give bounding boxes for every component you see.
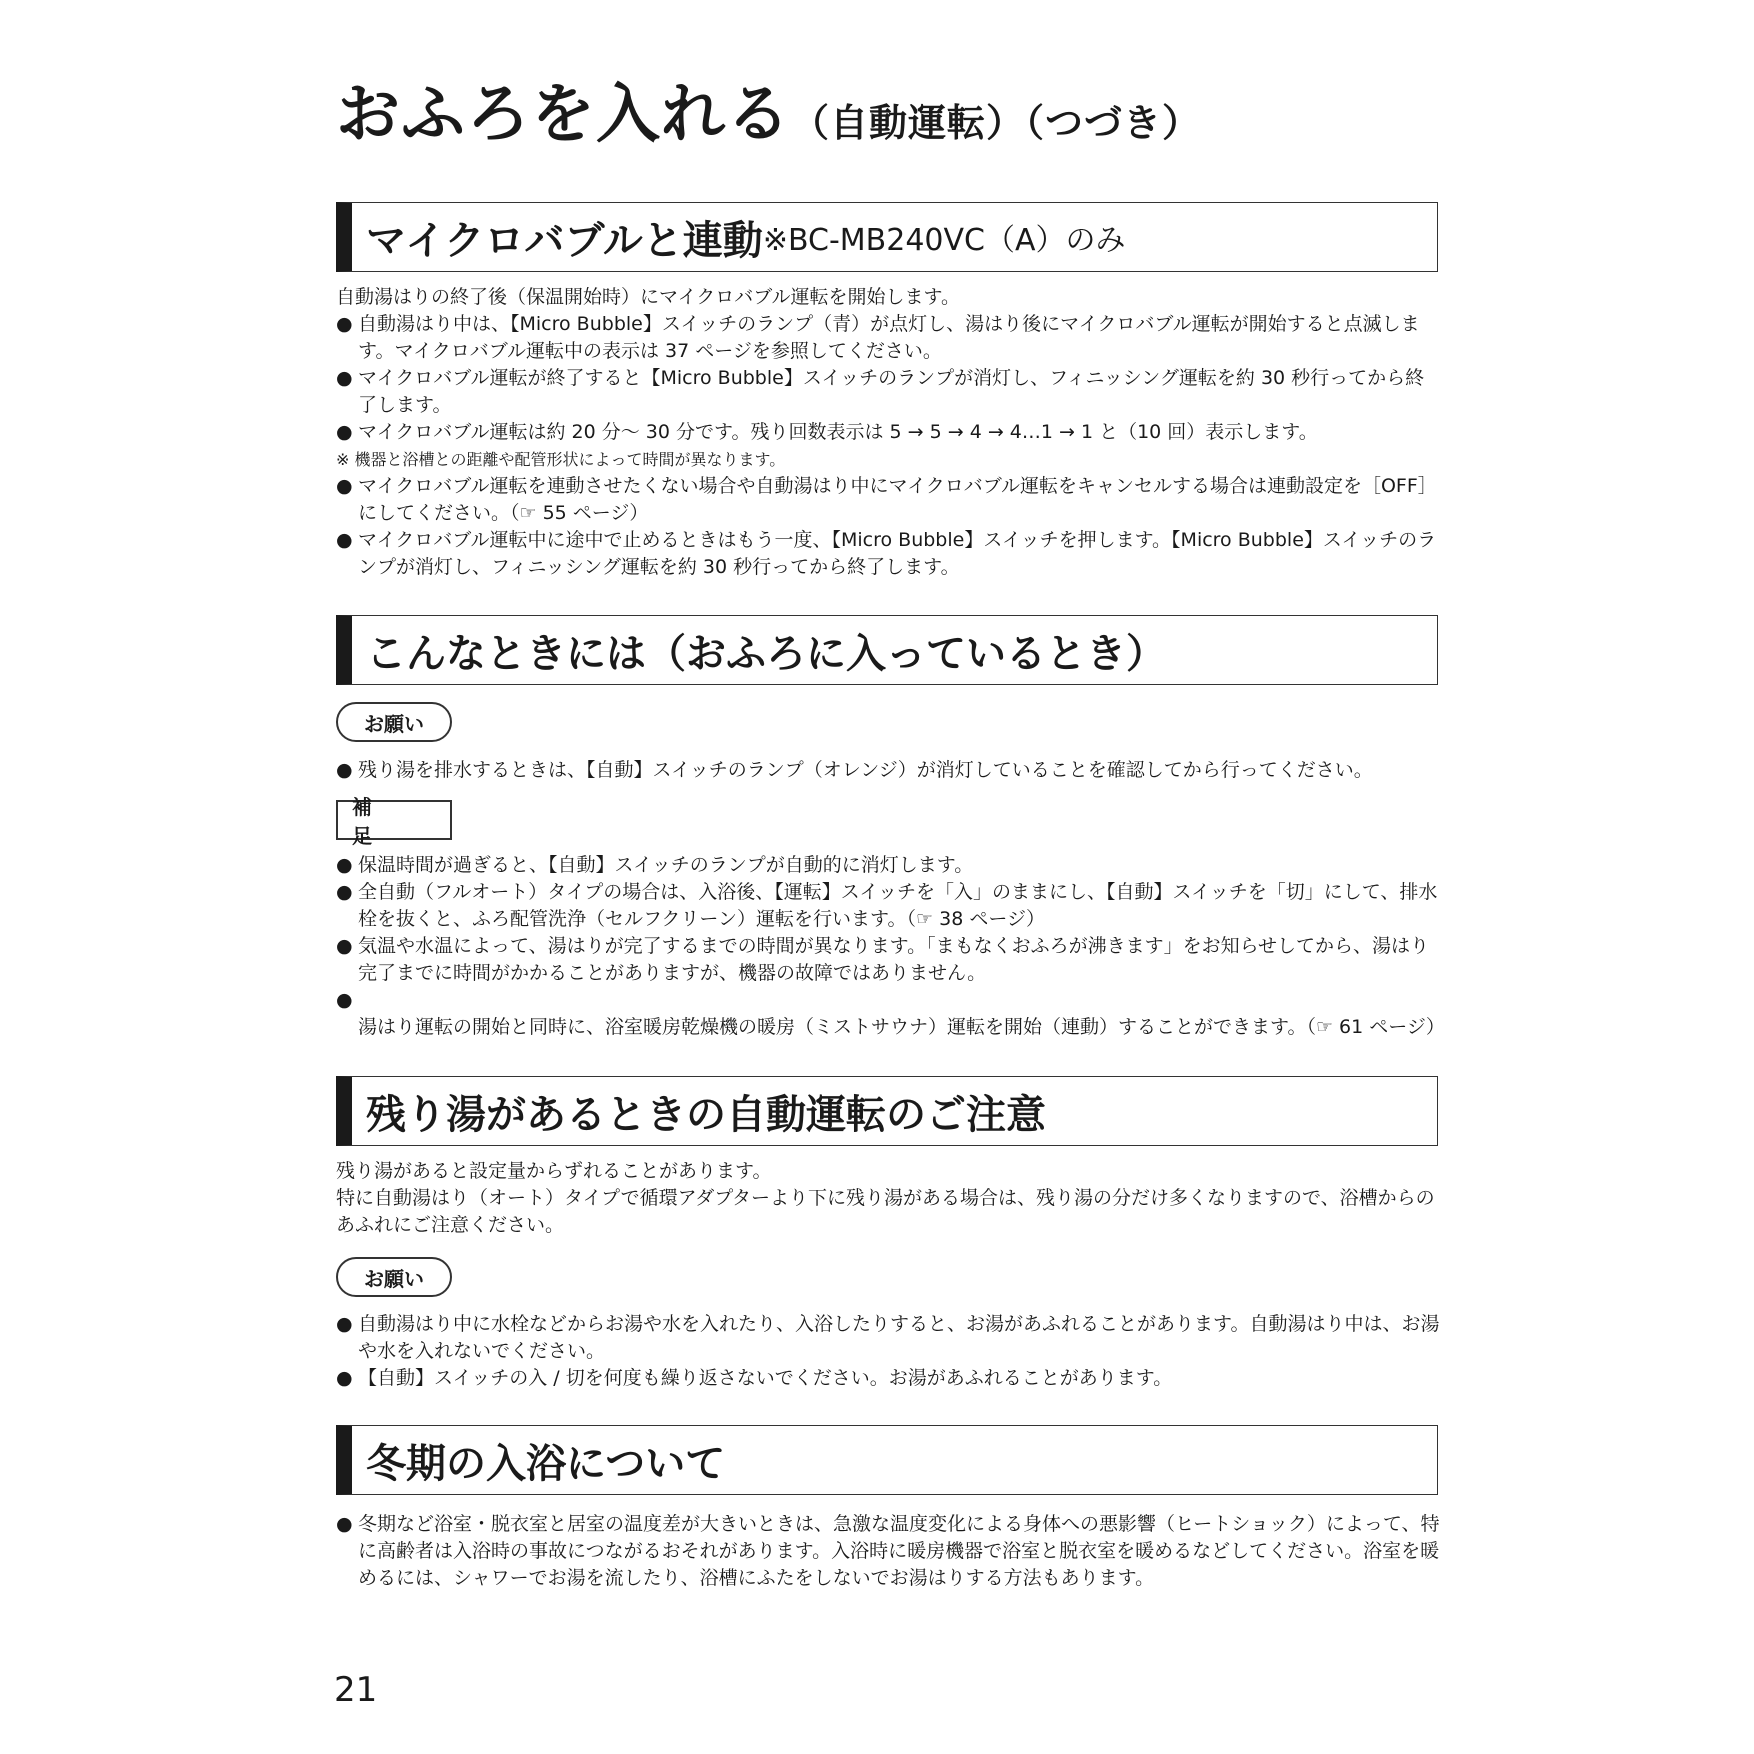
- section-heading-note: ※BC-MB240VC（A）のみ: [762, 223, 1126, 258]
- bullet-icon: ●: [336, 313, 353, 335]
- list-item: ● 自動湯はり中は、【Micro Bubble】スイッチのランプ（青）が点灯し、湯はり後にマイクロバブル運転が開始すると点滅します。マイクロバブル運転中の表示は 37 ページを参照してください。: [336, 313, 1420, 362]
- intro-text: 自動湯はりの終了後（保温開始時）にマイクロバブル運転を開始します。: [336, 286, 960, 308]
- bullet-icon: ●: [336, 421, 353, 443]
- bullet-icon: ●: [336, 989, 353, 1011]
- section-body-winter: [336, 1511, 1440, 1592]
- bullet-icon: ●: [336, 759, 353, 781]
- section-body-remaining-water-request: [336, 1311, 1440, 1392]
- section-heading-text: 冬期の入浴について: [366, 1440, 726, 1487]
- page-title: [336, 80, 1201, 150]
- bullet-icon: ●: [336, 367, 353, 389]
- list-item: ● 保温時間が過ぎると、【自動】スイッチのランプが自動的に消灯します。: [336, 852, 1440, 879]
- list-item: ● 冬期など浴室・脱衣室と居室の温度差が大きいときは、急激な温度変化による身体への悪影響（ヒートショック）によって、特に高齢者は入浴時の事故につながるおそれがあります。入浴時に暖房機器で浴室と脱衣室を暖めるなどしてください。浴室を暖めるには、シャワーでお湯を流したり、浴槽にふたをしないでお湯はりする方法もあります。: [336, 1513, 1440, 1589]
- list-item: ● マイクロバブル運転は約 20 分～ 30 分です。残り回数表示は 5 → 5 → 4 → 4…1 → 1 と（10 回）表示します。: [336, 419, 1440, 446]
- section-heading-text: 残り湯があるときの自動運転のご注意: [366, 1091, 1046, 1138]
- bullet-icon: ●: [336, 1367, 353, 1389]
- hosoku-label: 補 足: [336, 800, 452, 840]
- section-body-bathing-supplement: [336, 852, 1445, 1041]
- bullet-icon: ●: [336, 1313, 353, 1335]
- section-heading-text: こんなときには（おふろに入っているとき）: [366, 630, 1166, 677]
- list-item: ● 全自動（フルオート）タイプの場合は、入浴後、【運転】スイッチを「入」のままにし、【自動】スイッチを「切」にして、排水栓を抜くと、ふろ配管洗浄（セルフクリーン）運転を行います。（☞ 38 ページ）: [336, 881, 1438, 930]
- bullet-icon: ●: [336, 935, 353, 957]
- page-number: 21: [334, 1670, 378, 1710]
- bullet-icon: ●: [336, 881, 353, 903]
- section-heading-remaining-water: [336, 1076, 1438, 1146]
- onegai-label: お願い: [336, 1257, 452, 1297]
- bullet-icon: ●: [336, 475, 353, 497]
- bullet-icon: ●: [336, 529, 353, 551]
- intro-text: 特に自動湯はり（オート）タイプで循環アダプターより下に残り湯がある場合は、残り湯の分だけ多くなりますので、浴槽からのあふれにご注意ください。: [336, 1187, 1435, 1236]
- list-item: ● マイクロバブル運転中に途中で止めるときはもう一度、【Micro Bubble】スイッチを押します。【Micro Bubble】スイッチのランプが消灯し、フィニッシング運転を約 30 秒行ってから終了します。: [336, 529, 1437, 578]
- section-heading-bathing: [336, 615, 1438, 685]
- section-heading-winter: [336, 1425, 1438, 1495]
- page-title-sub: （自動運転）（つづき）: [791, 101, 1202, 145]
- list-item: ● 残り湯を排水するときは、【自動】スイッチのランプ（オレンジ）が消灯していることを確認してから行ってください。: [336, 757, 1440, 784]
- section-heading-text: マイクロバブルと連動: [366, 217, 763, 264]
- list-item: ● 気温や水温によって、湯はりが完了するまでの時間が異なります。「まもなくおふろが沸きます」をお知らせしてから、湯はり完了までに時間がかかることがありますが、機器の故障ではありません。: [336, 935, 1430, 984]
- section-heading-microbubble: [336, 202, 1438, 272]
- section-body-microbubble: [336, 284, 1440, 581]
- list-item: ● 自動湯はり中に水栓などからお湯や水を入れたり、入浴したりすると、お湯があふれることがあります。自動湯はり中は、お湯や水を入れないでください。: [336, 1313, 1440, 1362]
- list-item: ● マイクロバブル運転が終了すると【Micro Bubble】スイッチのランプが消灯し、フィニッシング運転を約 30 秒行ってから終了します。: [336, 367, 1425, 416]
- page-title-main: おふろを入れる: [336, 78, 791, 152]
- onegai-label: お願い: [336, 702, 452, 742]
- section-body-bathing-request: [336, 757, 1440, 784]
- bullet-icon: ●: [336, 1513, 353, 1535]
- list-item: ● マイクロバブル運転を連動させたくない場合や自動湯はり中にマイクロバブル運転をキャンセルする場合は連動設定を［OFF］にしてください。（☞ 55 ページ）: [336, 475, 1437, 524]
- list-item: ● 【自動】スイッチの入 / 切を何度も繰り返さないでください。お湯があふれることがあります。: [336, 1365, 1440, 1392]
- list-item: ●湯はり運転の開始と同時に、浴室暖房乾燥機の暖房（ミストサウナ）運転を開始（連動）することができます。（☞ 61 ページ）: [336, 989, 1445, 1038]
- bullet-icon: ●: [336, 854, 353, 876]
- section-body-remaining-water: [336, 1158, 1440, 1239]
- remark-text: ※ 機器と浴槽との距離や配管形状によって時間が異なります。: [336, 450, 786, 469]
- intro-text: 残り湯があると設定量からずれることがあります。: [336, 1160, 772, 1182]
